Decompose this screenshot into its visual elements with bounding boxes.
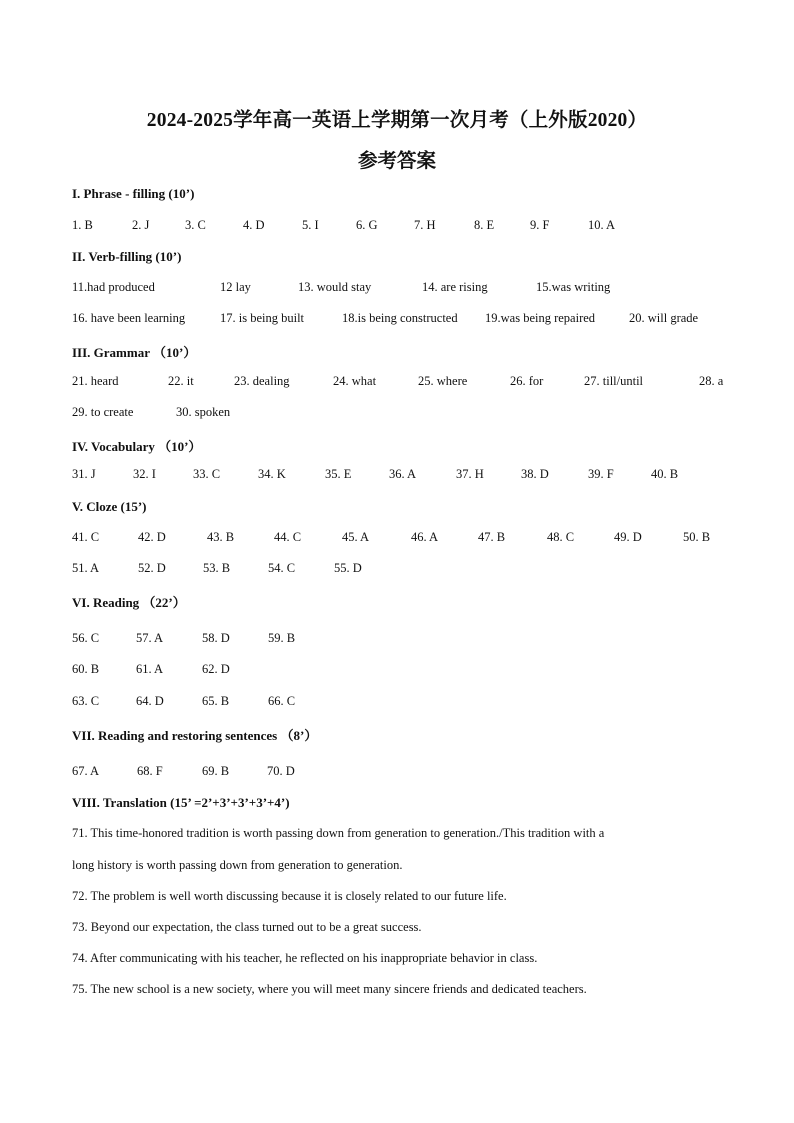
document-title: 2024-2025学年高一英语上学期第一次月考（上外版2020） [146, 110, 648, 131]
answer: 56. C [72, 631, 100, 645]
answer: 5. I [302, 218, 319, 232]
answer: 67. A [72, 764, 100, 778]
section-1-heading: I. Phrase - filling (10’) [72, 186, 195, 201]
answer: 22. it [168, 374, 194, 388]
answer: 13. would stay [298, 280, 372, 294]
answer: 21. heard [72, 374, 119, 388]
answer: 32. I [133, 467, 156, 481]
answer: 39. F [588, 467, 614, 481]
answer: 23. dealing [234, 374, 290, 388]
answer: 9. F [530, 218, 550, 232]
section-6-heading: VI. Reading （22’） [72, 595, 186, 610]
answer: 8. E [474, 218, 495, 232]
answer: 54. C [268, 561, 296, 575]
answer: 63. C [72, 694, 100, 708]
answer: 49. D [614, 530, 642, 544]
answer: 60. B [72, 662, 100, 676]
answer: 33. C [193, 467, 221, 481]
answer: 14. are rising [422, 280, 488, 294]
answer: 65. B [202, 694, 230, 708]
translation-line: 73. Beyond our expectation, the class turned out to be a great success. [72, 920, 422, 934]
answer: 12 lay [220, 280, 251, 294]
answer: 18.is being constructed [342, 311, 458, 325]
document-subtitle: 参考答案 [357, 151, 436, 172]
answer: 11.had produced [72, 280, 155, 294]
answer: 59. B [268, 631, 296, 645]
answer: 17. is being built [220, 311, 305, 325]
answer: 41. C [72, 530, 100, 544]
answer: 44. C [274, 530, 302, 544]
answer: 62. D [202, 662, 230, 676]
answer: 70. D [267, 764, 295, 778]
section-8-heading: VIII. Translation (15’ =2’+3’+3’+3’+4’) [72, 795, 290, 810]
answer: 48. C [547, 530, 575, 544]
answer: 38. D [521, 467, 549, 481]
section-3-heading: III. Grammar （10’） [72, 345, 197, 360]
answer: 10. A [588, 218, 616, 232]
answer: 34. K [258, 467, 286, 481]
answer: 20. will grade [629, 311, 699, 325]
answer: 26. for [510, 374, 544, 388]
translation-line: 71. This time-honored tradition is worth passing down from generation to generation./This tradition with a [72, 826, 605, 840]
answer: 27. till/until [584, 374, 644, 388]
answer: 28. a [699, 374, 724, 388]
section-7-heading: VII. Reading and restoring sentences （8’） [72, 728, 318, 743]
translation-line: long history is worth passing down from generation to generation. [72, 858, 403, 872]
answer: 66. C [268, 694, 296, 708]
answer: 52. D [138, 561, 166, 575]
answer: 7. H [414, 218, 436, 232]
answer: 55. D [334, 561, 362, 575]
section-2-heading: II. Verb-filling (10’) [72, 249, 182, 264]
answer: 16. have been learning [72, 311, 186, 325]
answer: 3. C [185, 218, 206, 232]
answer: 43. B [207, 530, 235, 544]
answer: 15.was writing [536, 280, 611, 294]
answer: 61. A [136, 662, 164, 676]
answer: 30. spoken [176, 405, 231, 419]
answer: 53. B [203, 561, 231, 575]
answer: 57. A [136, 631, 164, 645]
answer: 25. where [418, 374, 468, 388]
answer: 46. A [411, 530, 439, 544]
answer: 51. A [72, 561, 100, 575]
answer: 29. to create [72, 405, 134, 419]
answer: 50. B [683, 530, 711, 544]
answer: 19.was being repaired [485, 311, 596, 325]
translation-line: 75. The new school is a new society, where you will meet many sincere friends and dedicated teachers. [72, 982, 587, 996]
answer: 58. D [202, 631, 230, 645]
answer: 69. B [202, 764, 230, 778]
answer: 45. A [342, 530, 370, 544]
answer: 64. D [136, 694, 164, 708]
section-4-heading: IV. Vocabulary （10’） [72, 439, 202, 454]
translation-line: 72. The problem is well worth discussing because it is closely related to our future life. [72, 889, 507, 903]
answer: 4. D [243, 218, 265, 232]
answer: 24. what [333, 374, 377, 388]
answer: 2. J [132, 218, 150, 232]
answer: 37. H [456, 467, 484, 481]
answer: 35. E [325, 467, 352, 481]
answer: 31. J [72, 467, 96, 481]
translation-line: 74. After communicating with his teacher, he reflected on his inappropriate behavior in class. [72, 951, 538, 965]
answer: 42. D [138, 530, 166, 544]
answer: 40. B [651, 467, 679, 481]
answer: 36. A [389, 467, 417, 481]
answer: 6. G [356, 218, 378, 232]
answer: 47. B [478, 530, 506, 544]
answer: 68. F [137, 764, 163, 778]
section-5-heading: V. Cloze (15’) [72, 499, 147, 514]
answer: 1. B [72, 218, 93, 232]
